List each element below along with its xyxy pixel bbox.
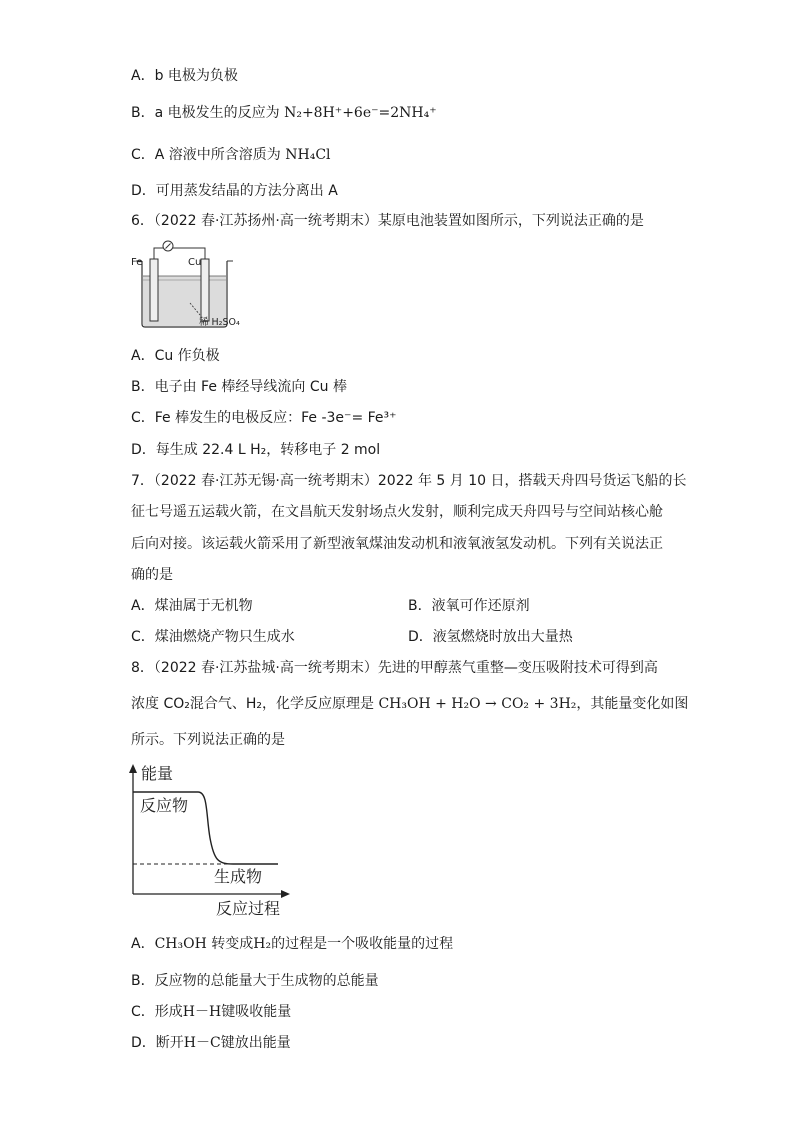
- q6-option-a: A．Cu 作负极: [131, 348, 220, 364]
- x-axis-arrow: [281, 890, 290, 898]
- q8-option-d-bond: H－C: [183, 1035, 221, 1051]
- q8-option-a: [131, 934, 453, 954]
- q8-option-d: [131, 1033, 291, 1053]
- q5-option-b-text: B．a 电极发生的反应为: [131, 105, 285, 121]
- q5-option-c-formula: NH₄Cl: [285, 147, 331, 163]
- q8-option-a-formula2: H₂: [253, 936, 272, 952]
- q8-option-b: B．反应物的总能量大于生成物的总能量: [131, 973, 379, 989]
- q8-option-a-mid: 转变成: [206, 936, 254, 952]
- q8-option-c-text: C．形成: [131, 1004, 183, 1020]
- q7-option-b: B．液氧可作还原剂: [408, 598, 530, 614]
- q6-option-c: C．Fe 棒发生的电极反应：Fe -3e⁻= Fe³⁺: [131, 410, 397, 426]
- q5-option-b: [131, 103, 437, 123]
- q7-stem-line3: 后向对接。该运载火箭采用了新型液氧煤油发动机和液氧液氢发动机。下列有关说法正: [131, 536, 663, 552]
- q5-option-c-text: C．A 溶液中所含溶质为: [131, 147, 286, 163]
- q8-option-c-bond: H－H: [182, 1004, 222, 1020]
- fe-electrode: [150, 259, 158, 321]
- q8-option-a-formula1: CH₃OH: [154, 936, 207, 952]
- q7-option-a: A．煤油属于无机物: [131, 598, 253, 614]
- q8-option-a-rest: 的过程是一个吸收能量的过程: [271, 936, 454, 952]
- q6-option-b: B．电子由 Fe 棒经导线流向 Cu 棒: [131, 379, 347, 395]
- q6-stem: 6．（2022 春·江苏扬州·高一统考期末）某原电池装置如图所示，下列说法正确的是: [131, 213, 644, 229]
- q5-option-a: A．b 电极为负极: [131, 68, 238, 84]
- products-label: 生成物: [214, 867, 263, 886]
- q8-option-d-text: D．断开: [131, 1035, 184, 1051]
- q5-option-c: [131, 145, 331, 165]
- y-axis-arrow: [129, 764, 137, 773]
- q5-option-d: D．可用蒸发结晶的方法分离出 A: [131, 183, 338, 199]
- cu-label: Cu: [188, 257, 202, 268]
- y-axis-label: 能量: [141, 764, 174, 783]
- q6-option-d: D．每生成 22.4 L H₂，转移电子 2 mol: [131, 442, 381, 458]
- energy-diagram: [118, 760, 298, 918]
- q7-option-d: D．液氢燃烧时放出大量热: [408, 629, 573, 645]
- x-axis-label: 反应过程: [216, 899, 281, 918]
- q8-option-c-rest: 键吸收能量: [221, 1004, 292, 1020]
- q8-reaction-equation: CH₃OH + H₂O → CO₂ + 3H₂: [378, 696, 577, 712]
- reactants-label: 反应物: [140, 796, 189, 815]
- q7-option-c: C．煤油燃烧产物只生成水: [131, 629, 295, 645]
- q7-stem-line1: 7．（2022 春·江苏无锡·高一统考期末）2022 年 5 月 10 日，搭载天舟四号货运飞船的长: [131, 473, 687, 489]
- q8-stem-line3: 所示。下列说法正确的是: [131, 732, 285, 748]
- q8-option-c: [131, 1002, 291, 1022]
- acid-label: 稀 H₂SO₄: [199, 317, 240, 328]
- q7-stem-line4: 确的是: [131, 567, 173, 583]
- cu-electrode: [201, 259, 209, 321]
- q8-stem-line2-text-a: 浓度 CO₂混合气、H₂，化学反应原理是: [131, 696, 379, 712]
- galvanic-cell-figure: [128, 239, 258, 331]
- q8-option-a-letter: A．: [131, 936, 155, 952]
- q8-option-d-rest: 键放出能量: [220, 1035, 291, 1051]
- q8-stem-line1: 8．（2022 春·江苏盐城·高一统考期末）先进的甲醇蒸气重整—变压吸附技术可得到高: [131, 660, 658, 676]
- q8-stem-line2-text-b: ，其能量变化如图: [576, 696, 689, 712]
- q7-stem-line2: 征七号遥五运载火箭，在文昌航天发射场点火发射，顺利完成天舟四号与空间站核心舱: [131, 504, 663, 520]
- fe-label: Fe: [131, 257, 143, 268]
- q8-stem-line2: [131, 694, 688, 714]
- q5-option-b-equation: N₂+8H⁺+6e⁻=2NH₄⁺: [284, 105, 437, 121]
